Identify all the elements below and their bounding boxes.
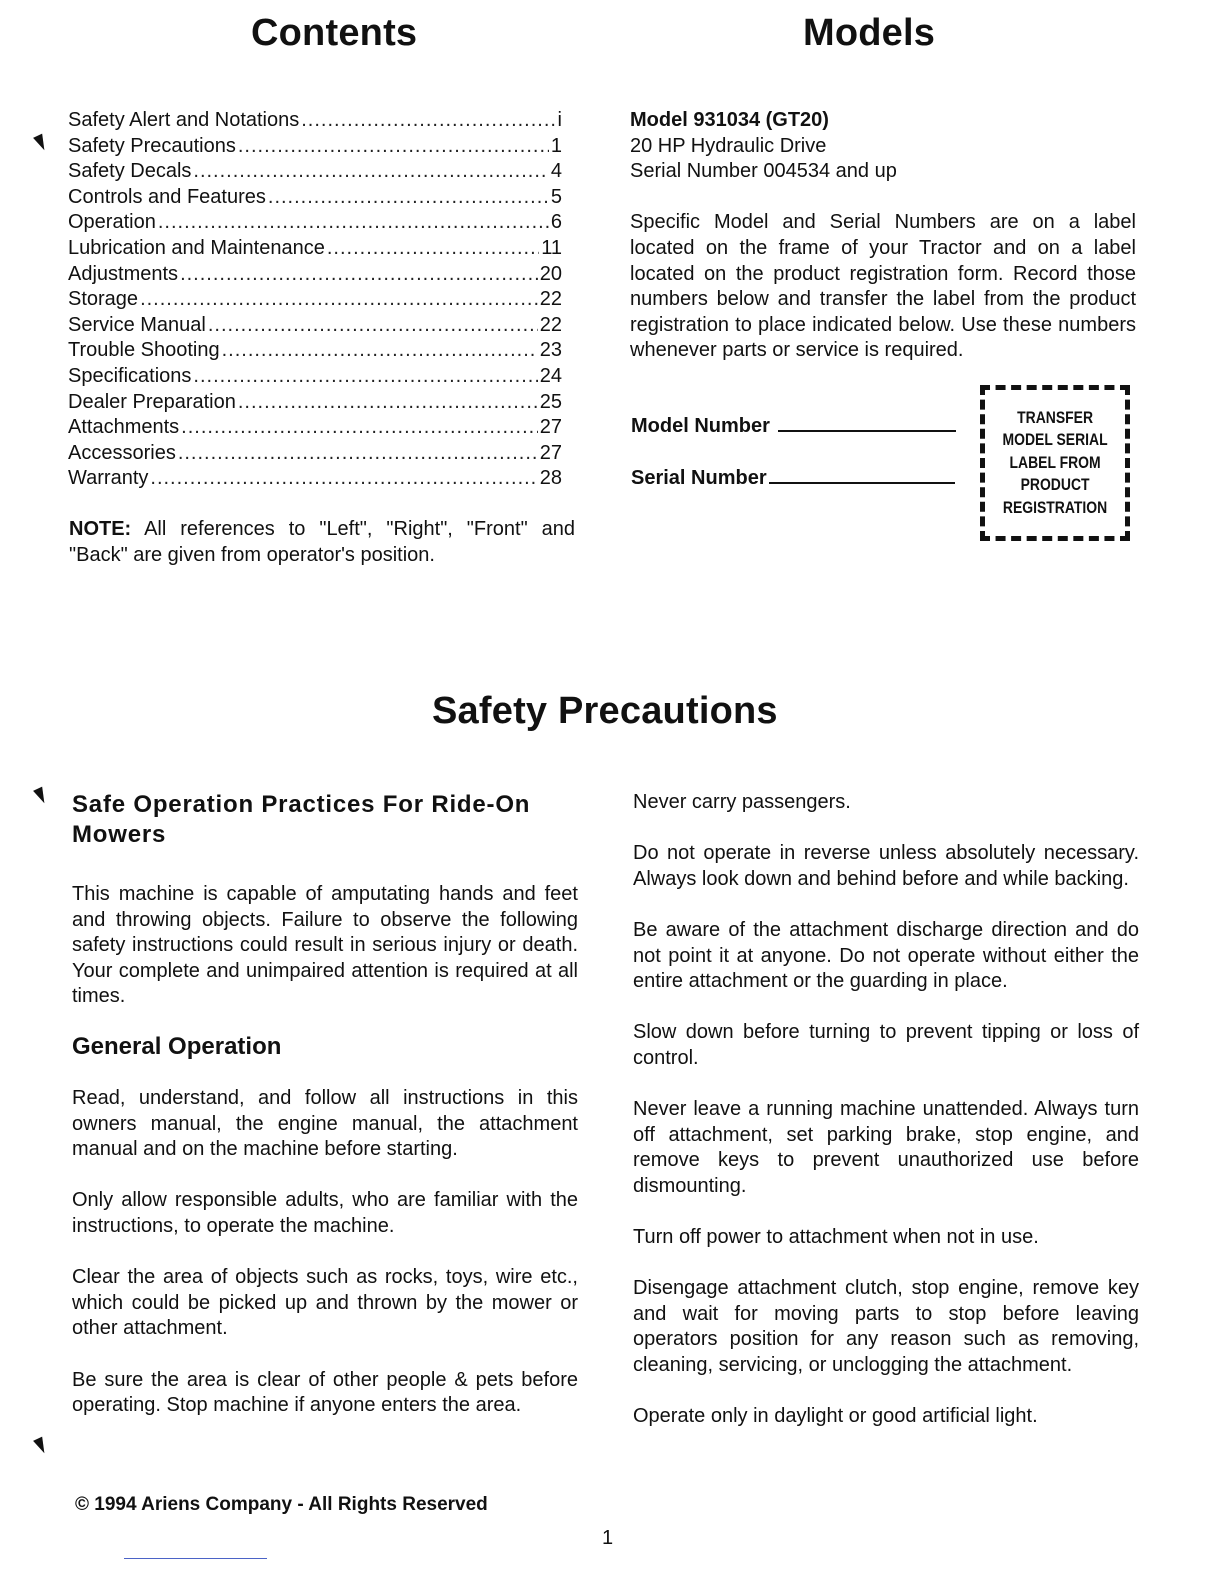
- change-marker-icon: [33, 1437, 49, 1456]
- change-marker-icon: [33, 134, 49, 153]
- safety-right-column: [633, 790, 1139, 1430]
- toc-entry[interactable]: Warranty ..... 28: [68, 466, 562, 492]
- page-number: 1: [602, 1527, 614, 1549]
- contents-heading: Contents: [251, 12, 418, 54]
- toc-entry[interactable]: Controls and Features ..... 5: [68, 185, 562, 211]
- model-number-line[interactable]: [778, 429, 956, 432]
- left-paragraph: Only allow responsible adults, who are familiar with the instructions, to operate the machine.: [72, 1189, 578, 1237]
- copyright-notice: © 1994 Ariens Company - All Rights Reserved: [75, 1494, 488, 1515]
- toc-entry[interactable]: Attachments ..... 27: [68, 415, 562, 441]
- right-paragraph: Never carry passengers.: [633, 791, 851, 813]
- footer-rule: [124, 1558, 267, 1559]
- intro-paragraph: This machine is capable of amputating hands and feet and throwing objects. Failure to observe the following safety instructions could result in serious injury or death. Your complete and unimpaired attention is required at all times.: [72, 883, 578, 1008]
- right-paragraph: Operate only in daylight or good artificial light.: [633, 1405, 1038, 1428]
- general-operation-heading: General Operation: [72, 1032, 282, 1060]
- right-paragraph: Turn off power to attachment when not in use.: [633, 1226, 1039, 1249]
- right-paragraph: Be aware of the attachment discharge direction and do not point it at anyone. Do not operate without either the entire attachment or the guarding in place.: [633, 918, 1139, 993]
- toc-entry[interactable]: Safety Alert and Notations ..... i: [68, 108, 562, 134]
- note-label: NOTE:: [69, 518, 132, 540]
- right-paragraph: Disengage attachment clutch, stop engine, remove key and wait for moving parts to stop before leaving operators position for any reason such as removing, cleaning, servicing, or unclogging the attachment.: [633, 1277, 1139, 1377]
- serial-number-line[interactable]: [769, 481, 955, 484]
- model-number-field[interactable]: Model Number: [631, 415, 956, 438]
- safety-left-column: [72, 790, 578, 1419]
- serial-line: Serial Number 004534 and up: [630, 160, 897, 183]
- toc-entry[interactable]: Trouble Shooting ..... 23: [68, 338, 562, 364]
- transfer-label-text: TRANSFER MODEL SERIAL LABEL FROM PRODUCT REGISTRATION: [1002, 407, 1108, 517]
- toc-entry[interactable]: Specifications ..... 24: [68, 364, 562, 390]
- right-paragraph: Slow down before turning to prevent tipping or loss of control.: [633, 1021, 1139, 1069]
- models-heading: Models: [803, 12, 936, 54]
- model-line: Model 931034 (GT20): [630, 109, 829, 131]
- left-paragraph: Read, understand, and follow all instructions in this owners manual, the engine manual, the attachment manual and on the machine before starting.: [72, 1086, 578, 1161]
- change-marker-icon: [33, 787, 49, 806]
- label-transfer-box: [980, 385, 1130, 541]
- toc-entry[interactable]: Storage ..... 22: [68, 287, 562, 313]
- orientation-note: [69, 517, 575, 568]
- left-paragraph: Clear the area of objects such as rocks, toys, wire etc., which could be picked up and thrown by the mower or other attachment.: [72, 1266, 578, 1340]
- toc-entry[interactable]: Adjustments ..... 20: [68, 262, 562, 288]
- right-paragraph: Do not operate in reverse unless absolutely necessary. Always look down and behind before and while backing.: [633, 842, 1139, 890]
- table-of-contents: [68, 108, 562, 492]
- toc-entry[interactable]: Lubrication and Maintenance ..... 11: [68, 236, 562, 262]
- toc-entry[interactable]: Safety Precautions ..... 1: [68, 134, 562, 160]
- note-text: All references to "Left", "Right", "Front" and "Back" are given from operator's position.: [69, 518, 576, 566]
- toc-entry[interactable]: Service Manual ..... 22: [68, 313, 562, 339]
- drive-line: 20 HP Hydraulic Drive: [630, 134, 827, 157]
- model-description: Specific Model and Serial Numbers are on a label located on the frame of your Tractor and on a label located on the product registration form. Record those numbers below and transfer the label from the product registration to place indicated below. Use these numbers whenever parts or service is required.: [630, 211, 1136, 362]
- toc-entry[interactable]: Dealer Preparation ..... 25: [68, 390, 562, 416]
- toc-entry[interactable]: Operation ..... 6: [68, 210, 562, 236]
- right-paragraph: Never leave a running machine unattended. Always turn off attachment, set parking brake, stop engine, and remove keys to prevent unauthorized use before dismounting.: [633, 1098, 1139, 1197]
- serial-number-field[interactable]: Serial Number: [631, 467, 955, 490]
- toc-entry[interactable]: Accessories ..... 27: [68, 441, 562, 467]
- toc-entry[interactable]: Safety Decals ..... 4: [68, 159, 562, 185]
- safety-heading: Safety Precautions: [432, 690, 778, 732]
- safe-operation-subheading: Safe Operation Practices For Ride-On Mowers: [72, 791, 531, 848]
- left-paragraph: Be sure the area is clear of other people & pets before operating. Stop machine if anyone enters the area.: [72, 1368, 578, 1417]
- models-section: [630, 108, 1136, 364]
